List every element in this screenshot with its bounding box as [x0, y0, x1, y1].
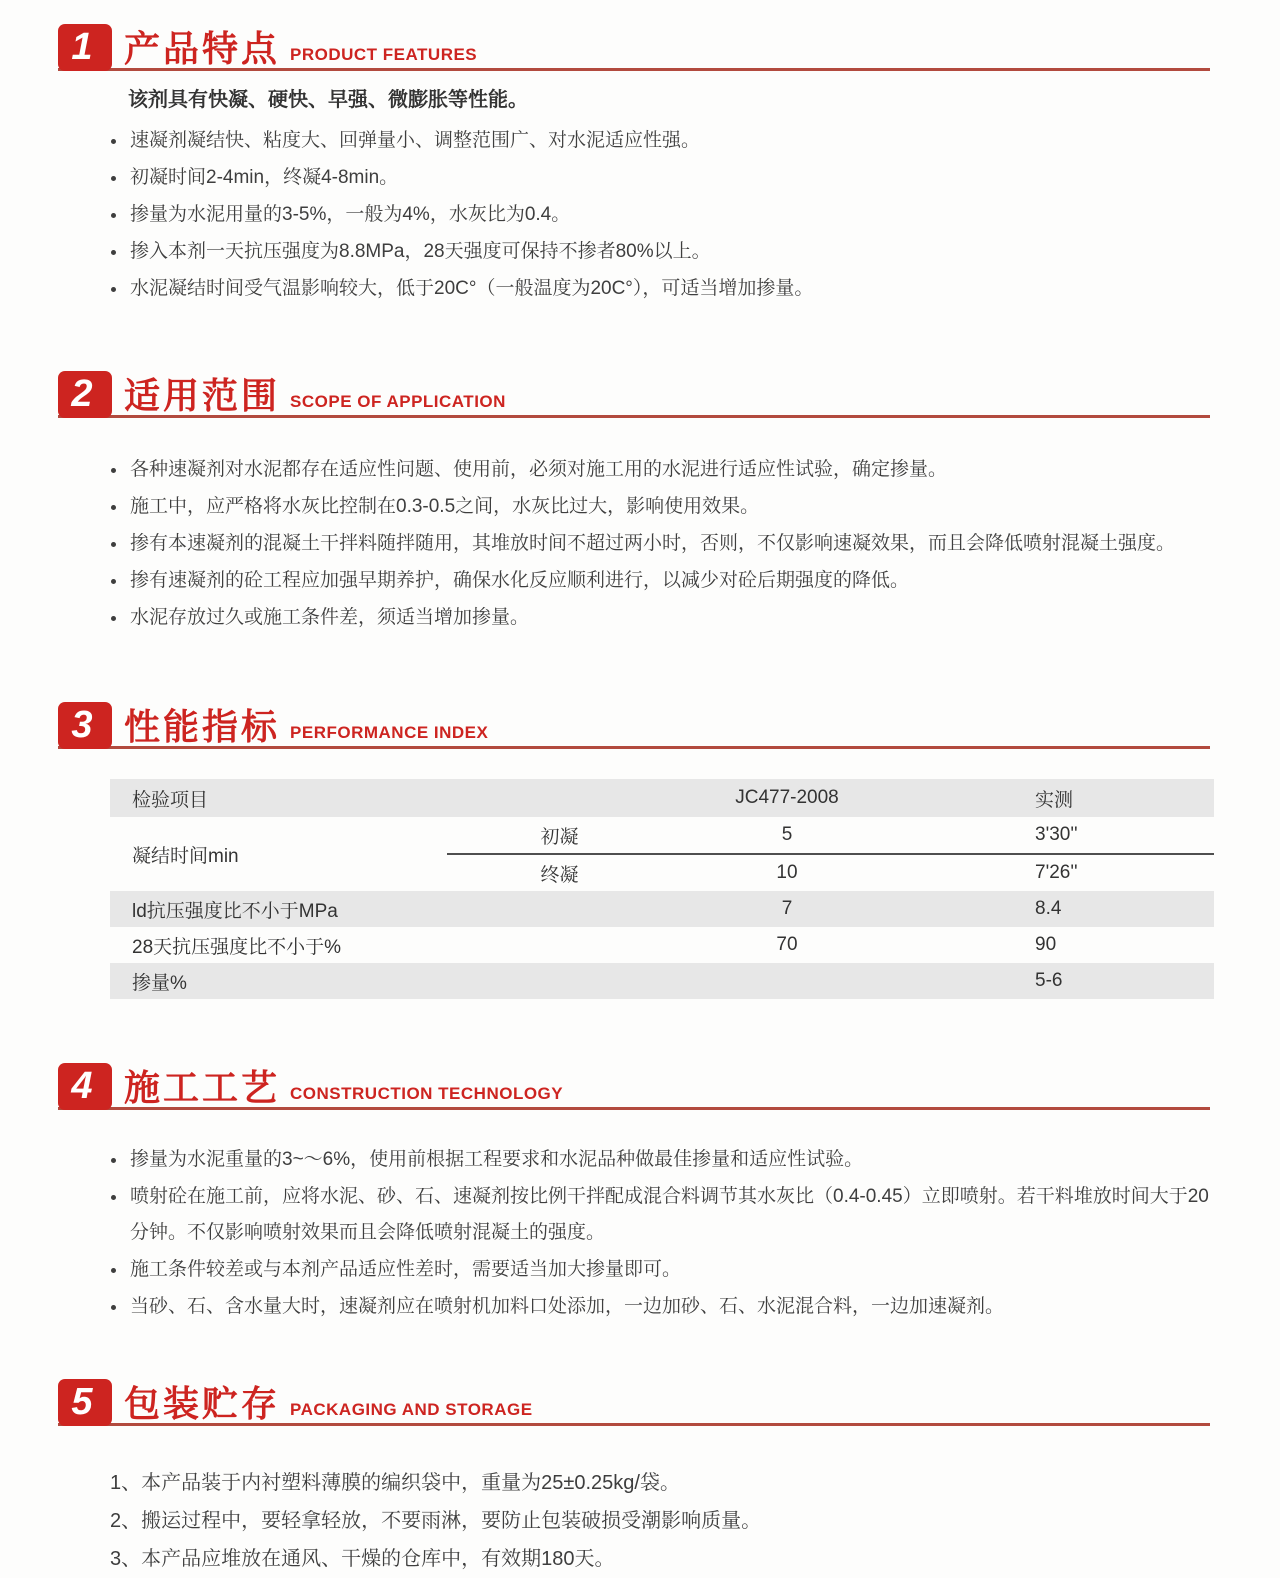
- section-number-badge-2: 2: [58, 371, 112, 418]
- table-row: [110, 817, 1214, 854]
- bullet-dot-icon: [111, 1305, 116, 1310]
- section-number-badge-1: 1: [58, 24, 112, 71]
- list-item: [130, 1179, 1210, 1251]
- section-scope-of-application: [0, 369, 1280, 636]
- bullet-dot-icon: [111, 1195, 116, 1200]
- list-item: [130, 1142, 1210, 1178]
- row-label: 掺量%: [110, 963, 672, 999]
- list-item: [130, 123, 1210, 159]
- list-item: 1、本产品装于内衬塑料薄膜的编织袋中，重量为25±0.25kg/袋。: [110, 1472, 680, 1494]
- bullet-dot-icon: [111, 616, 116, 621]
- bullet-dot-icon: [111, 505, 116, 510]
- list-item-text: 掺量为水泥重量的3~～6%，使用前根据工程要求和水泥品种做最佳掺量和适应性试验。: [130, 1149, 864, 1170]
- column-header-spacer: [447, 779, 672, 817]
- section-performance-index: [0, 700, 1280, 999]
- bullet-dot-icon: [111, 287, 116, 292]
- bullet-dot-icon: [111, 213, 116, 218]
- initial-set-standard: 5: [672, 817, 902, 854]
- final-set-standard: 10: [776, 862, 798, 883]
- list-item: [130, 563, 1210, 599]
- list-item: [130, 1252, 1210, 1288]
- section-title-3: 性能指标: [124, 706, 281, 747]
- section-number-badge-5: 5: [58, 1379, 112, 1426]
- section-title-4: 施工工艺: [124, 1067, 281, 1108]
- table-row: [110, 963, 1214, 999]
- performance-index-table: [110, 779, 1214, 999]
- column-header-item: 检验项目: [110, 779, 447, 817]
- list-item: [130, 197, 1210, 233]
- list-item-text: 水泥存放过久或施工条件差，须适当增加掺量。: [130, 607, 530, 628]
- list-item-text: 掺量为水泥用量的3-5%，一般为4%，水灰比为0.4。: [130, 204, 571, 225]
- bullet-dot-icon: [111, 1268, 116, 1273]
- row-standard: 70: [776, 934, 798, 955]
- list-item: [130, 526, 1210, 562]
- list-item-text: 施工中，应严格将水灰比控制在0.3-0.5之间，水灰比过大，影响使用效果。: [130, 496, 760, 517]
- column-header-standard: JC477-2008: [672, 779, 902, 817]
- section-subtitle-1: PRODUCT FEATURES: [290, 45, 478, 64]
- packaging-list: [110, 1464, 1210, 1578]
- features-list: [0, 123, 1280, 307]
- initial-set-measured: 3'30'': [902, 817, 1214, 854]
- list-item: 3、本产品应堆放在通风、干燥的仓库中，有效期180天。: [110, 1548, 615, 1570]
- list-item-text: 掺有本速凝剂的混凝土干拌料随拌随用，其堆放时间不超过两小时，否则，不仅影响速凝效果，而且会降低喷射混凝土强度。: [130, 533, 1176, 554]
- list-item-text: 水泥凝结时间受气温影响较大，低于20C°（一般温度为20C°），可适当增加掺量。: [130, 278, 814, 299]
- bullet-dot-icon: [111, 468, 116, 473]
- final-set-label: 终凝: [540, 864, 579, 886]
- bullet-dot-icon: [111, 250, 116, 255]
- list-item-text: 掺有速凝剂的砼工程应加强早期养护，确保水化反应顺利进行，以减少对砼后期强度的降低。: [130, 570, 910, 591]
- row-measured: 5-6: [902, 963, 1214, 999]
- bullet-dot-icon: [111, 1158, 116, 1163]
- section-subtitle-3: PERFORMANCE INDEX: [290, 723, 489, 742]
- row-label: ld抗压强度比不小于MPa: [110, 891, 672, 927]
- section-product-features: [0, 22, 1280, 307]
- list-item: [130, 1289, 1210, 1325]
- section-number-badge-4: 4: [58, 1063, 112, 1110]
- list-item-text: 施工条件较差或与本剂产品适应性差时，需要适当加大掺量即可。: [130, 1259, 682, 1280]
- table-header-row: [110, 779, 1214, 817]
- list-item-text: 当砂、石、含水量大时，速凝剂应在喷射机加料口处添加，一边加砂、石、水泥混合料，一边加速凝剂。: [130, 1296, 1005, 1317]
- section-header-5: [58, 1377, 1210, 1426]
- row-standard: 7: [672, 891, 902, 927]
- scope-list: [0, 452, 1280, 636]
- list-item-text: 速凝剂凝结快、粘度大、回弹量小、调整范围广、对水泥适应性强。: [130, 130, 701, 151]
- row-measured: 90: [1035, 934, 1057, 955]
- list-item-text: 初凝时间2-4min，终凝4-8min。: [130, 167, 399, 188]
- list-item: [130, 452, 1210, 488]
- table-row: [110, 927, 1214, 963]
- list-item: [130, 600, 1210, 636]
- construction-list: [0, 1142, 1280, 1325]
- list-item-text: 各种速凝剂对水泥都存在适应性问题、使用前，必须对施工用的水泥进行适应性试验，确定掺量。: [130, 459, 948, 480]
- column-header-measured: 实测: [902, 779, 1214, 817]
- list-item: [130, 489, 1210, 525]
- list-item-text: 喷射砼在施工前，应将水泥、砂、石、速凝剂按比例干拌配成混合料调节其水灰比（0.4-0.45）立即喷射。若干料堆放时间大于20分钟。不仅影响喷射效果而且会降低喷射混凝土的强度。: [130, 1186, 1209, 1243]
- section-header-1: [58, 22, 1210, 71]
- bullet-dot-icon: [111, 139, 116, 144]
- section-title-1: 产品特点: [124, 28, 281, 69]
- section-subtitle-4: CONSTRUCTION TECHNOLOGY: [290, 1084, 564, 1103]
- section-number-badge-3: 3: [58, 702, 112, 749]
- list-item-text: 掺入本剂一天抗压强度为8.8MPa，28天强度可保持不掺者80%以上。: [130, 241, 711, 262]
- section-title-2: 适用范围: [124, 375, 281, 416]
- section-header-4: [58, 1061, 1210, 1110]
- section-packaging-storage: [0, 1377, 1280, 1578]
- row-standard: [672, 963, 902, 999]
- row-label: 28天抗压强度比不小于%: [132, 936, 342, 958]
- section-subtitle-5: PACKAGING AND STORAGE: [290, 1400, 533, 1419]
- list-item: [130, 271, 1210, 307]
- bullet-dot-icon: [111, 579, 116, 584]
- final-set-measured: 7'26'': [1035, 862, 1078, 883]
- section-header-3: [58, 700, 1210, 749]
- initial-set-label: 初凝: [447, 817, 672, 854]
- list-item: 2、搬运过程中，要轻拿轻放，不要雨淋，要防止包装破损受潮影响质量。: [110, 1510, 762, 1532]
- list-item: [130, 160, 1210, 196]
- section-subtitle-2: SCOPE OF APPLICATION: [290, 392, 506, 411]
- table-row: [110, 891, 1214, 927]
- bullet-dot-icon: [111, 176, 116, 181]
- setting-time-label: 凝结时间min: [132, 845, 239, 867]
- bullet-dot-icon: [111, 542, 116, 547]
- list-item: [130, 234, 1210, 270]
- row-measured: 8.4: [902, 891, 1214, 927]
- section-construction-technology: [0, 1061, 1280, 1325]
- section-header-2: [58, 369, 1210, 418]
- features-intro: 该剂具有快凝、硬快、早强、微膨胀等性能。: [128, 89, 528, 111]
- section-title-5: 包装贮存: [124, 1383, 281, 1424]
